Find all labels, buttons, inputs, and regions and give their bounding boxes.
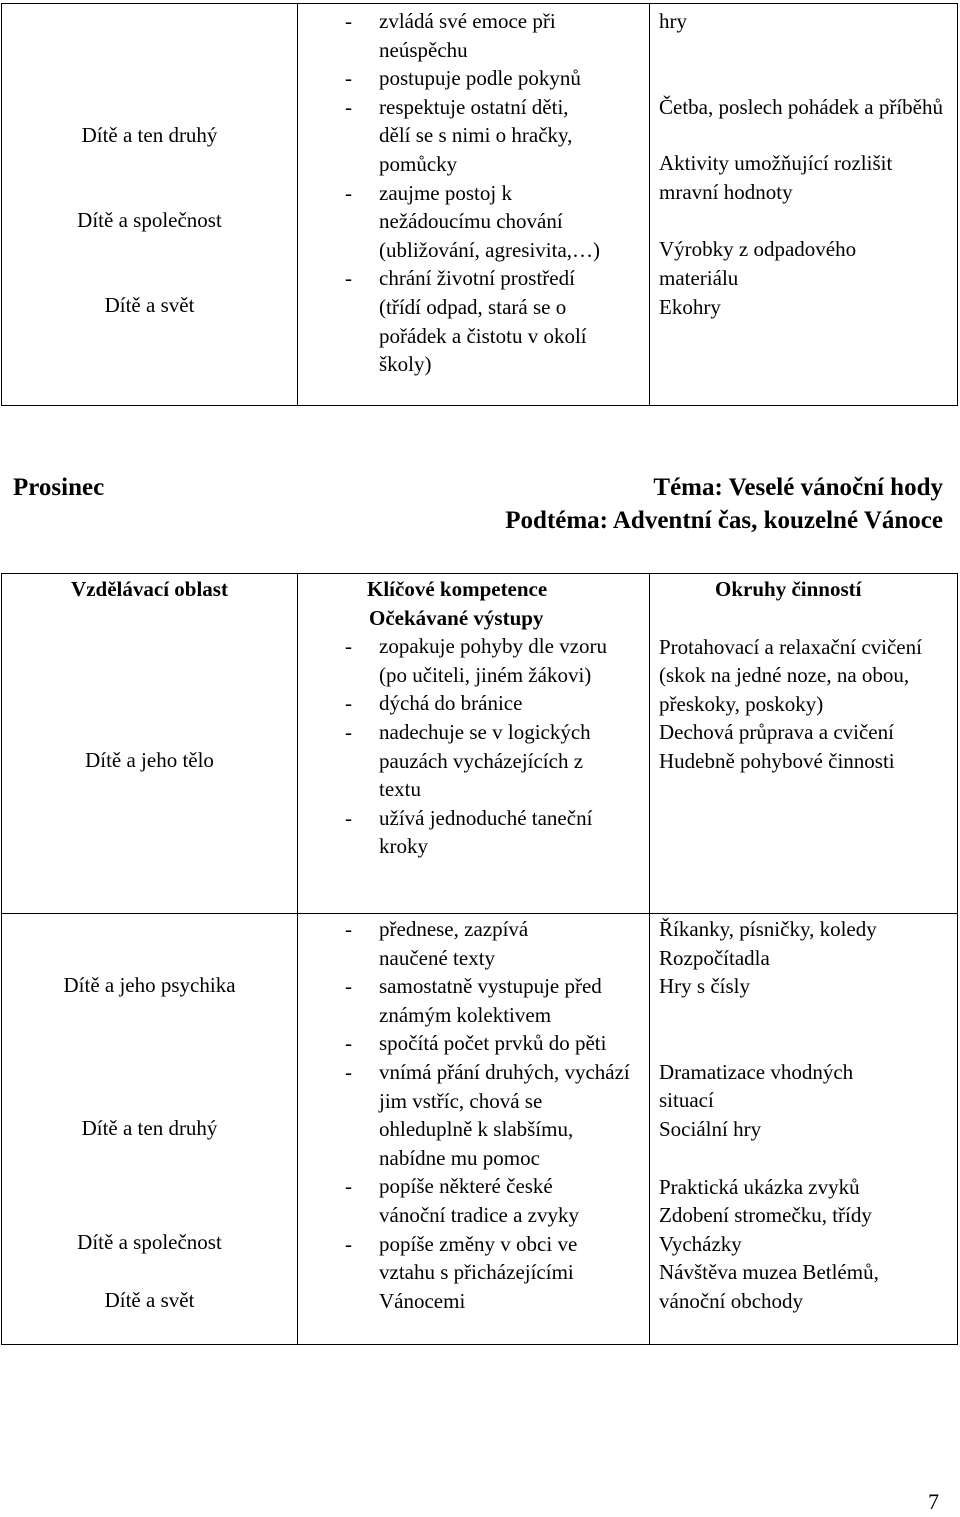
header-activities: Okruhy činností xyxy=(715,577,862,601)
activity-item: Zdobení stromečku, třídy xyxy=(659,1203,872,1228)
main-table xyxy=(1,573,958,1345)
activity-item: Říkanky, písničky, koledy xyxy=(659,917,877,941)
area-label: Dítě a společnost xyxy=(77,208,222,233)
outcomes-cell xyxy=(298,574,650,914)
activity-item: Rozpočítadla xyxy=(659,945,770,970)
area-cell xyxy=(2,574,298,914)
activity-item: Protahovací a relaxační cvičení (skok na jedné noze, na obou, přeskoky, poskoky) xyxy=(659,634,922,716)
activity-item: hry xyxy=(659,9,687,33)
header-competences: Klíčové kompetence xyxy=(367,577,548,601)
outcome-item: - samostatně vystupuje před známým kolektivem xyxy=(334,972,634,1029)
activity-item: Hudebně pohybové činnosti xyxy=(659,748,895,773)
outcome-item: - spočítá počet prvků do pěti xyxy=(334,1029,609,1058)
outcome-item: - popíše některé české vánoční tradice a zvyky xyxy=(334,1172,609,1229)
outcome-item: - nadechuje se v logických pauzách vycházejících z textu xyxy=(334,718,599,804)
area-label: Dítě a ten druhý xyxy=(81,1115,218,1140)
outcome-item: - vnímá přání druhých, vychází jim vstříc, chová se ohleduplně k slabšímu, nabídne mu pomoc xyxy=(334,1058,634,1172)
activities-cell xyxy=(650,914,958,1345)
outcome-item: - zopakuje pohyby dle vzoru (po učiteli, jiném žákovi) xyxy=(334,632,609,689)
top-outcomes-cell xyxy=(298,4,650,406)
activity-item: Praktická ukázka zvyků xyxy=(659,1174,860,1199)
outcomes-cell xyxy=(298,914,650,1345)
outcome-item: - chrání životní prostředí (třídí odpad, stará se o pořádek a čistotu v okolí školy) xyxy=(334,264,609,378)
area-label: Dítě a společnost xyxy=(77,1230,222,1255)
activity-item: Aktivity umožňující rozlišit mravní hodnoty xyxy=(659,151,893,204)
activity-item: Hry s čísly xyxy=(659,974,750,999)
outcome-item: - zvládá své emoce při neúspěchu xyxy=(334,7,614,64)
outcome-item: - popíše změny v obci ve vztahu s přicházejícími Vánocemi xyxy=(334,1230,619,1316)
subtheme-heading: Podtéma: Adventní čas, kouzelné Vánoce xyxy=(505,507,943,534)
area-label: Dítě a ten druhý xyxy=(81,123,218,147)
theme-heading: Téma: Veselé vánoční hody xyxy=(653,474,943,501)
activity-item: Dechová průprava a cvičení xyxy=(659,720,894,745)
outcome-item: - přednese, zazpívá naučené texty xyxy=(334,915,574,972)
outcome-item: - zaujme postoj k nežádoucímu chování (ubližování, agresivita,…) xyxy=(334,179,619,265)
area-label: Dítě a jeho tělo xyxy=(85,747,214,772)
top-activities-cell xyxy=(650,4,958,406)
activity-item: Výrobky z odpadového materiálu xyxy=(659,237,857,290)
activities-cell xyxy=(650,574,958,914)
area-label: Dítě a svět xyxy=(104,293,195,318)
activity-item: Četba, poslech pohádek a příběhů xyxy=(659,94,943,119)
month-heading: Prosinec xyxy=(13,474,105,501)
activity-item: Dramatizace vhodných situací xyxy=(659,1059,854,1113)
activity-item: Návštěva muzea Betlémů, vánoční obchody xyxy=(659,1260,879,1313)
activity-item: Ekohry xyxy=(659,294,721,319)
top-table xyxy=(1,3,958,406)
header-outcomes: Očekávané výstupy xyxy=(369,605,544,630)
page-number: 7 xyxy=(928,1489,939,1514)
header-area: Vzdělávací oblast xyxy=(71,577,228,601)
outcome-item: - postupuje podle pokynů xyxy=(334,64,614,93)
area-label: Dítě a jeho psychika xyxy=(63,973,236,997)
outcome-item: - užívá jednoduché taneční kroky xyxy=(334,804,609,861)
activity-item: Sociální hry xyxy=(659,1116,762,1141)
area-label: Dítě a svět xyxy=(104,1287,195,1312)
top-area-cell xyxy=(2,4,298,406)
outcome-item: - respektuje ostatní děti, dělí se s nimi o hračky, pomůcky xyxy=(334,93,604,179)
area-cell xyxy=(2,914,298,1345)
outcome-item: - dýchá do bránice xyxy=(334,689,609,718)
activity-item: Vycházky xyxy=(659,1231,742,1256)
